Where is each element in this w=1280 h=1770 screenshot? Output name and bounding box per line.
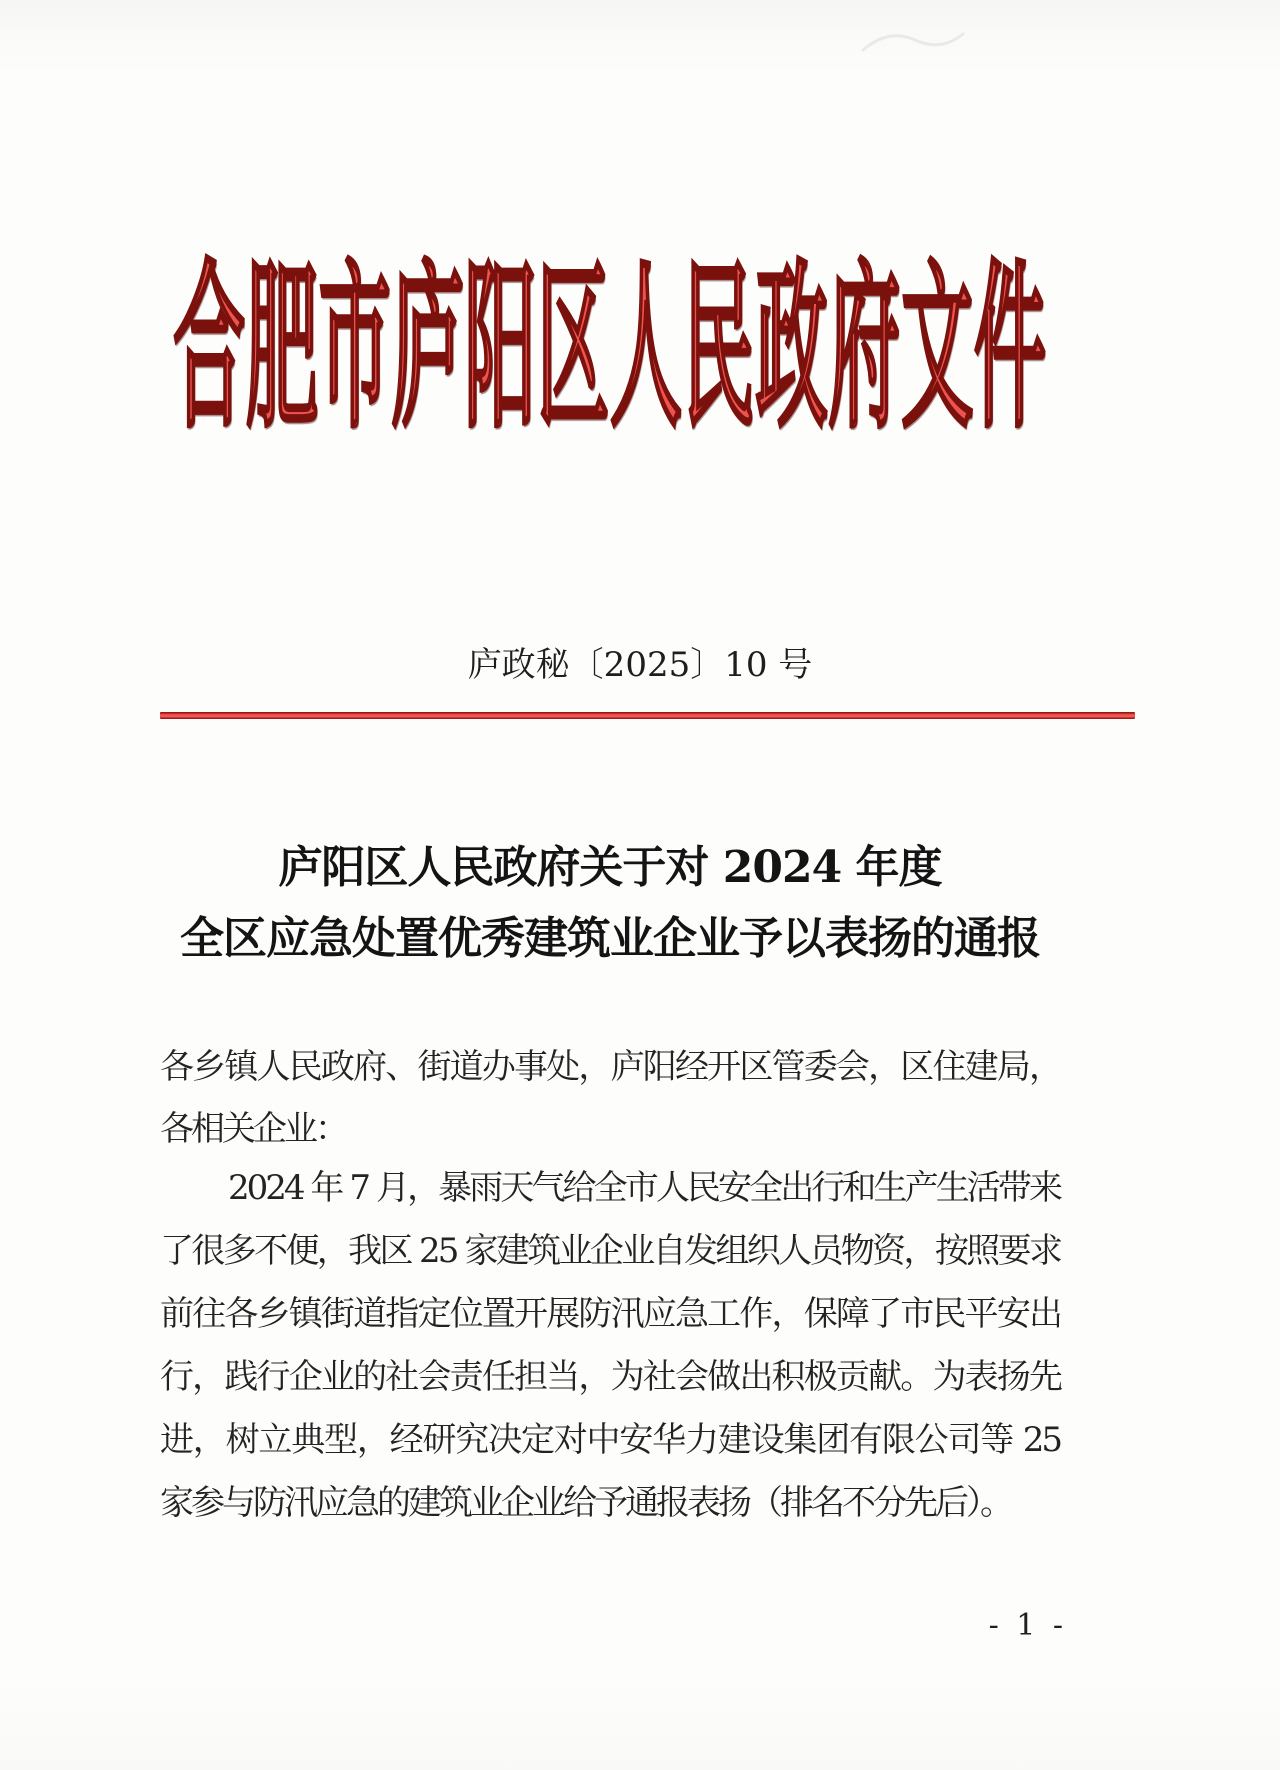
body-line: 了很多不便，我区 25 家建筑业企业自发组织人员物资，按照要求 [160,1231,1060,1271]
salutation-block [160,1036,1060,1160]
body-line: 前往各乡镇街道指定位置开展防汛应急工作，保障了市民平安出 [160,1294,1060,1334]
masthead-title: 合肥市庐阳区人民政府文件 [173,241,1047,453]
salutation-line: 各乡镇人民政府、街道办事处，庐阳经开区管委会，区住建局， [160,1047,1060,1087]
scan-artifact [855,18,985,68]
government-masthead [160,240,1060,455]
body-line: 2024 年 7 月，暴雨天气给全市人民安全出行和生产生活带来 [228,1168,1060,1208]
document-number: 庐政秘〔2025〕10 号 [467,645,813,685]
body-line: 行，践行企业的社会责任担当，为社会做出积极贡献。为表扬先 [160,1357,1060,1397]
red-divider-line [160,712,1135,719]
document-title [160,832,1060,974]
document-title-line-1: 庐阳区人民政府关于对 2024 年度 [278,842,942,893]
body-line: 进，树立典型，经研究决定对中安华力建设集团有限公司等 25 [160,1420,1060,1460]
body-line: 家参与防汛应急的建筑业企业给予通报表扬（排名不分先后）。 [160,1483,1011,1523]
body-paragraph [160,1157,1060,1535]
salutation-line: 各相关企业： [160,1109,346,1149]
document-title-line-2: 全区应急处置优秀建筑业企业予以表扬的通报 [180,913,1040,964]
page-number: - 1 - [988,1608,1067,1643]
